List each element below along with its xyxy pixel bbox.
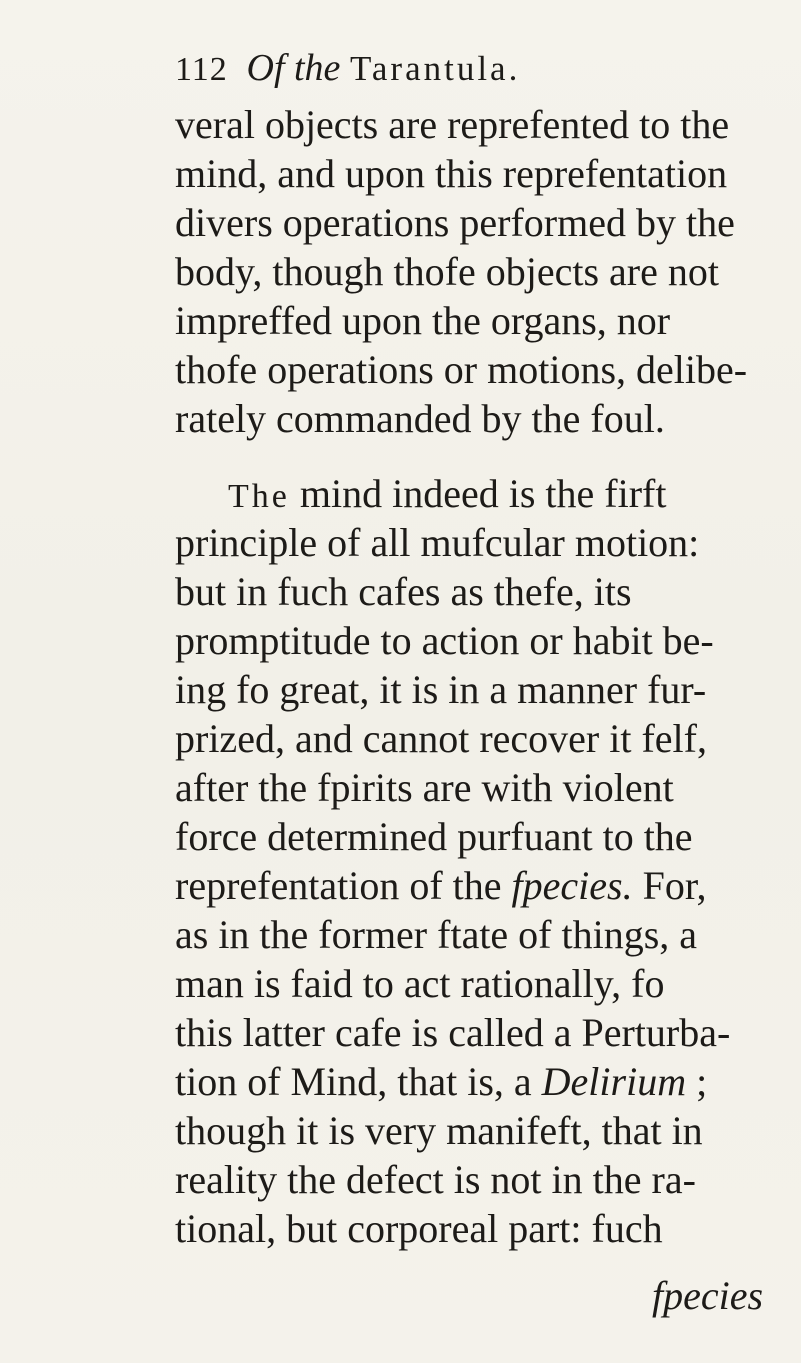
text-fragment: tion of Mind, that is, a — [175, 1059, 542, 1104]
text-line: reality the defect is not in the ra- — [175, 1157, 696, 1202]
text-line — [228, 469, 666, 522]
text-line: principle of all mufcular motion: — [175, 520, 700, 565]
text-line: veral objects are reprefented to the — [175, 102, 730, 147]
text-fragment: For, — [632, 863, 707, 908]
text-line: body, though thofe objects are not — [175, 249, 719, 294]
running-title-italic: Of the — [246, 47, 341, 89]
text-line: divers operations performed by the — [175, 200, 735, 245]
italic-word: fpecies. — [511, 863, 633, 908]
running-title-caps: Tarantula. — [349, 49, 521, 88]
running-head — [175, 44, 520, 94]
text-line: but in fuch cafes as thefe, its — [175, 569, 632, 614]
text-line: impreffed upon the organs, nor — [175, 298, 671, 343]
text-line — [175, 1057, 707, 1107]
paragraph-opening-smallcaps: The — [228, 478, 290, 515]
text-line: this latter cafe is called a Perturba- — [175, 1010, 731, 1055]
text-line: as in the former ftate of things, a — [175, 912, 698, 957]
text-line: rately commanded by the foul. — [175, 396, 665, 441]
text-line: tional, but corporeal part: fuch — [175, 1206, 663, 1251]
text-fragment: reprefentation of the — [175, 863, 512, 908]
text-line: promptitude to action or habit be- — [175, 618, 714, 663]
italic-word: Delirium — [541, 1059, 687, 1104]
text-fragment: mind indeed is the firft — [289, 471, 667, 516]
text-line: thofe operations or motions, delibe- — [175, 347, 748, 392]
text-line: mind, and upon this reprefentation — [175, 151, 728, 196]
text-line: prized, and cannot recover it felf, — [175, 716, 707, 761]
page-number: 112 — [175, 51, 228, 88]
catchword: fpecies — [652, 1273, 764, 1318]
text-line: though it is very manifeft, that in — [175, 1108, 703, 1153]
text-line: after the fpirits are with violent — [175, 765, 674, 810]
text-line: man is faid to act rationally, fo — [175, 961, 665, 1006]
text-line — [175, 861, 707, 911]
text-line: ing fo great, it is in a manner fur- — [175, 667, 707, 712]
text-line: force determined purfuant to the — [175, 814, 693, 859]
text-fragment: ; — [686, 1059, 708, 1104]
